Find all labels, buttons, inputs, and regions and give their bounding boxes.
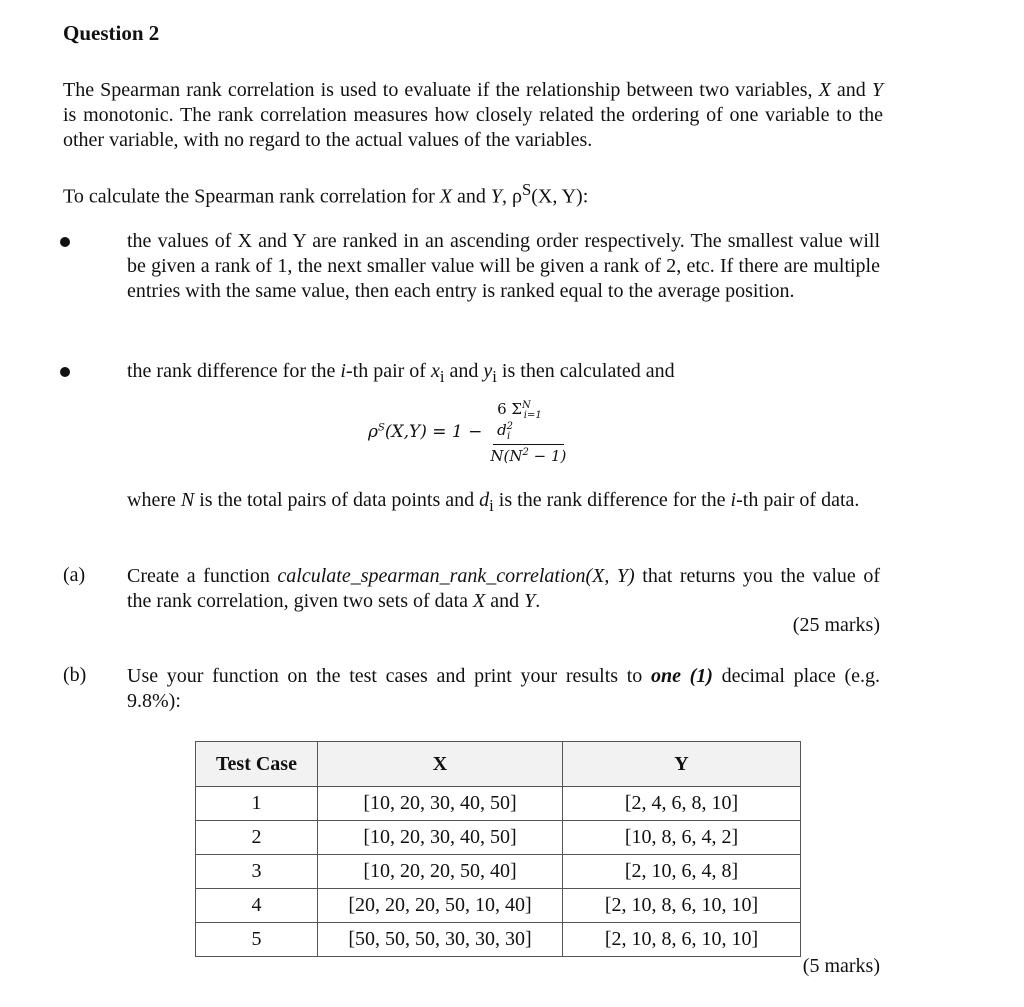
cell-test-case: 2 [196, 821, 318, 855]
cell-x: [10, 20, 30, 40, 50] [318, 821, 563, 855]
question-title: Question 2 [63, 21, 160, 45]
cell-y: [2, 4, 6, 8, 10] [563, 787, 801, 821]
table-row [196, 821, 801, 855]
table-header-row [196, 742, 801, 787]
table-row [196, 923, 801, 957]
bullet-icon [60, 237, 70, 247]
table-row [196, 855, 801, 889]
formula-lhs: $\rho^S(X,Y) = 1$ − [368, 422, 483, 442]
cell-x: [10, 20, 30, 40, 50] [318, 787, 563, 821]
cell-x: [10, 20, 20, 50, 40] [318, 855, 563, 889]
part-b-marks: (5 marks) [802, 955, 880, 977]
formula-numerator: 6 $\Sigma^N_{i=1}$ $d^2_i$ [493, 400, 564, 445]
cell-y: [10, 8, 6, 4, 2] [563, 821, 801, 855]
part-a-label: (a) [63, 564, 86, 586]
header-y: Y [563, 742, 801, 787]
part-b-label: (b) [63, 664, 87, 686]
cell-x: [50, 50, 50, 30, 30, 30] [318, 923, 563, 957]
header-test-case: Test Case [196, 742, 318, 787]
intro-paragraph: The Spearman rank correlation is used to evaluate if the relationship between two variables, X and Y is monotonic. The rank correlation measures how closely related the ordering of one variable to the other variable, with no regard to the actual values of the variables. [63, 79, 883, 151]
cell-test-case: 5 [196, 923, 318, 957]
cell-y: [2, 10, 8, 6, 10, 10] [563, 923, 801, 957]
part-a-text: Create a function calculate_spearman_rank_correlation(X, Y) that returns you the value of the rank correlation, given two sets of data X and Y. [127, 565, 880, 612]
cell-x: [20, 20, 20, 50, 10, 40] [318, 889, 563, 923]
table-row [196, 787, 801, 821]
cell-y: [2, 10, 6, 4, 8] [563, 855, 801, 889]
cell-test-case: 1 [196, 787, 318, 821]
spearman-formula [368, 399, 567, 465]
test-case-table [195, 741, 801, 957]
bullet-rank-difference: the rank difference for the i-th pair of $x_i$ and $y_i$ is then calculated and [127, 360, 675, 386]
cell-test-case: 3 [196, 855, 318, 889]
header-x: X [318, 742, 563, 787]
formula-fraction [490, 400, 566, 465]
calculation-intro: To calculate the Spearman rank correlation for X and Y, $\rho^S(X$, Y): [63, 180, 589, 208]
cell-y: [2, 10, 8, 6, 10, 10] [563, 889, 801, 923]
table-row [196, 889, 801, 923]
formula-denominator: $N(N^2 - 1)$ [490, 446, 567, 465]
part-b-text: Use your function on the test cases and print your results to one (1) decimal place (e.g. 9.8%): [127, 665, 880, 712]
formula-explanation: where N is the total pairs of data points and $d_i$ is the rank difference for the i-th pair of data. [127, 489, 860, 515]
part-a-marks: (25 marks) [792, 614, 880, 636]
cell-test-case: 4 [196, 889, 318, 923]
bullet-icon [60, 367, 70, 377]
bullet-ranking: the values of X and Y are ranked in an ascending order respectively. The smallest value will be given a rank of 1, the next smaller value will be given a rank of 2, etc. If there are multiple entries with the same value, then each entry is ranked equal to the average position. [127, 230, 880, 302]
